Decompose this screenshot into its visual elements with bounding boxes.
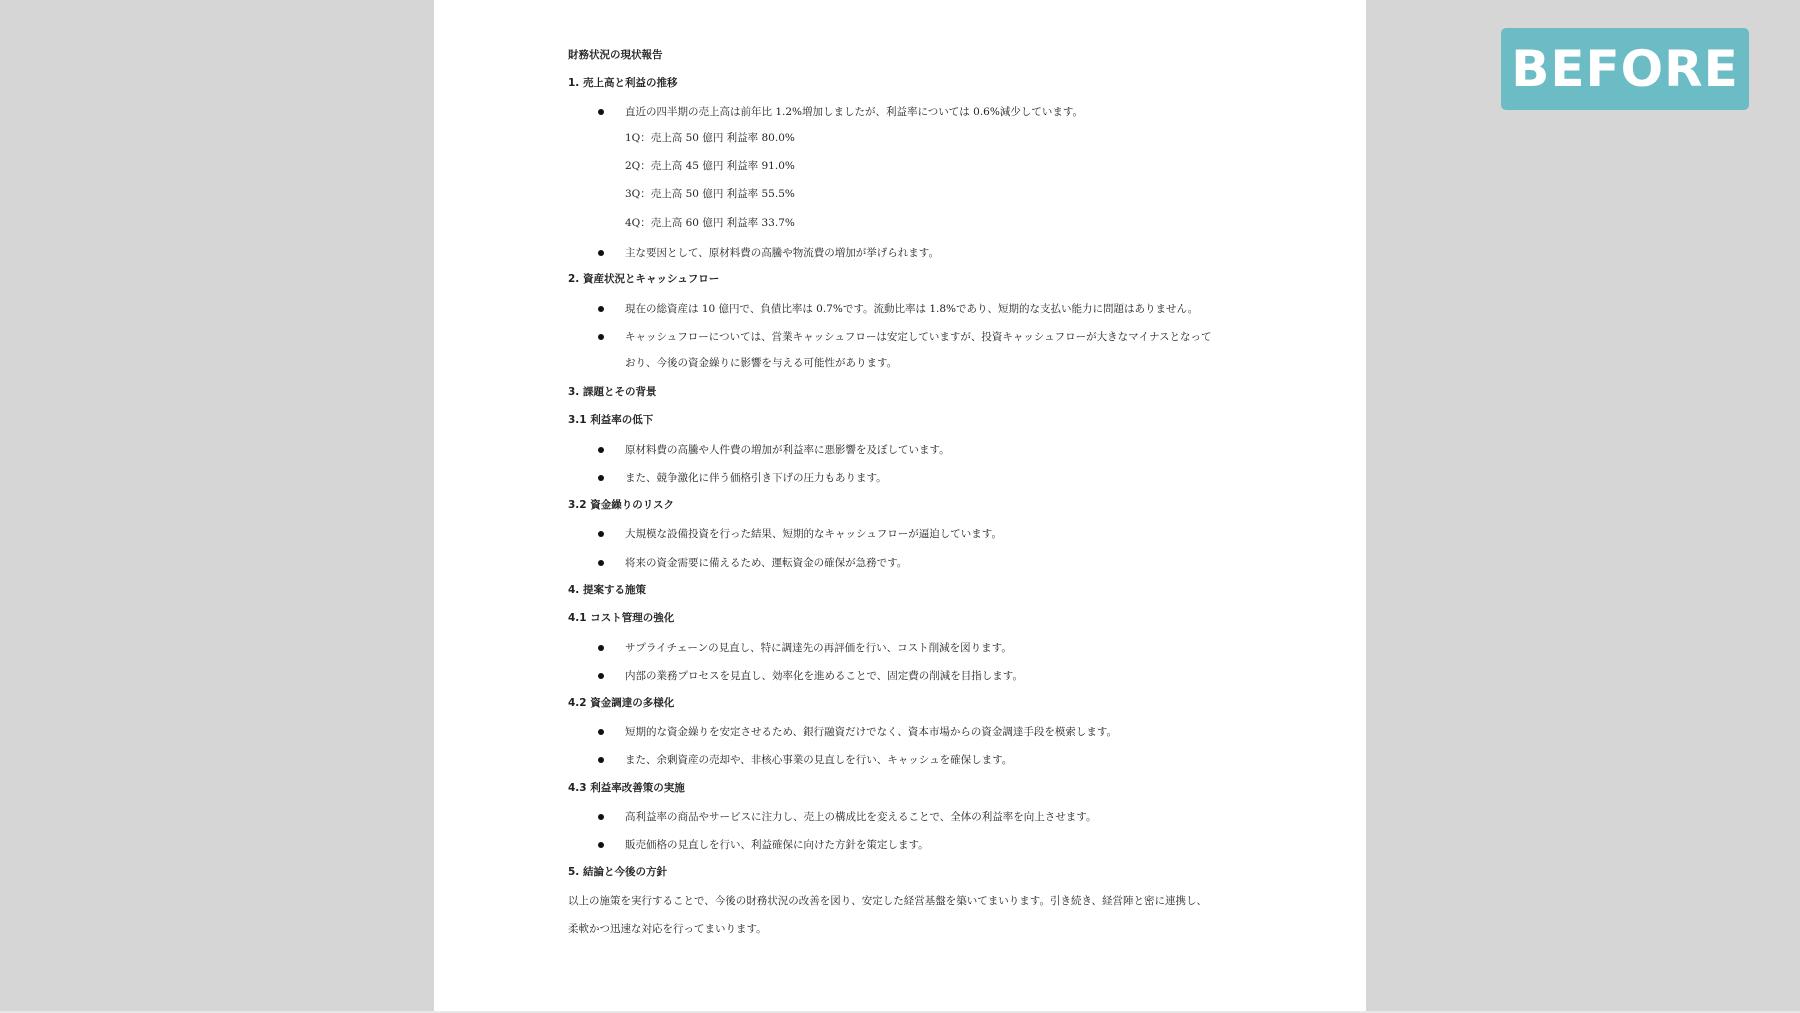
bullet-icon [598, 757, 604, 763]
list-item: 販売価格の見直しを行い、利益確保に向けた方針を策定します。 [625, 839, 929, 851]
bullet-icon [598, 673, 604, 679]
list-item: また、余剰資産の売却や、非核心事業の見直しを行い、キャッシュを確保します。 [625, 754, 1013, 766]
section-heading-1: 1. 売上高と利益の推移 [568, 77, 678, 89]
quarter-line-2q: 2Q：売上高 45 億円 利益率 91.0% [625, 160, 795, 172]
bullet-icon [598, 306, 604, 312]
section-heading-5: 5. 結論と今後の方針 [568, 866, 667, 878]
bullet-icon [598, 475, 604, 481]
section-heading-3: 3. 課題とその背景 [568, 386, 657, 398]
bullet-icon [598, 109, 604, 115]
list-item: サプライチェーンの見直し、特に調達先の再評価を行い、コスト削減を図ります。 [625, 642, 1012, 654]
conclusion-paragraph-line-1: 以上の施策を実行することで、今後の財務状況の改善を図り、安定した経営基盤を築いてまいります。引き続き、経営陣と密に連携し、 [568, 895, 1208, 907]
subsection-heading-4-2: 4.2 資金調達の多様化 [568, 697, 675, 709]
list-item: キャッシュフローについては、営業キャッシュフローは安定していますが、投資キャッシュフローが大きなマイナスとなって [625, 331, 1212, 343]
bullet-icon [598, 531, 604, 537]
list-item: 原材料費の高騰や人件費の増加が利益率に悪影響を及ぼしています。 [625, 444, 950, 456]
list-item: 内部の業務プロセスを見直し、効率化を進めることで、固定費の削減を目指します。 [625, 670, 1023, 682]
subsection-heading-3-1: 3.1 利益率の低下 [568, 414, 654, 426]
list-item-continuation: おり、今後の資金繰りに影響を与える可能性があります。 [625, 357, 898, 369]
bullet-icon [598, 334, 604, 340]
list-item: 現在の総資産は 10 億円で、負債比率は 0.7%です。流動比率は 1.8%であり、短期的な支払い能力に問題はありません。 [625, 303, 1199, 315]
subsection-heading-3-2: 3.2 資金繰りのリスク [568, 499, 675, 511]
section-heading-2: 2. 資産状況とキャッシュフロー [568, 273, 720, 285]
list-item: 高利益率の商品やサービスに注力し、売上の構成比を変えることで、全体の利益率を向上させます。 [625, 811, 1097, 823]
bullet-icon [598, 645, 604, 651]
before-badge: BEFORE [1501, 28, 1749, 110]
quarter-line-3q: 3Q：売上高 50 億円 利益率 55.5% [625, 188, 795, 200]
bullet-icon [598, 814, 604, 820]
list-item: 将来の資金需要に備えるため、運転資金の確保が急務です。 [625, 557, 908, 569]
list-item: 短期的な資金繰りを安定させるため、銀行融資だけでなく、資本市場からの資金調達手段を模索します。 [625, 726, 1118, 738]
quarter-line-4q: 4Q：売上高 60 億円 利益率 33.7% [625, 217, 795, 229]
quarter-line-1q: 1Q：売上高 50 億円 利益率 80.0% [625, 132, 795, 144]
subsection-heading-4-1: 4.1 コスト管理の強化 [568, 612, 675, 624]
list-item: また、競争激化に伴う価格引き下げの圧力もあります。 [625, 472, 887, 484]
section-heading-4: 4. 提案する施策 [568, 584, 646, 596]
bullet-icon [598, 447, 604, 453]
bullet-icon [598, 250, 604, 256]
document-page [434, 0, 1366, 1011]
subsection-heading-4-3: 4.3 利益率改善策の実施 [568, 782, 685, 794]
bullet-icon [598, 842, 604, 848]
bullet-icon [598, 560, 604, 566]
document-title: 財務状況の現状報告 [568, 49, 663, 61]
list-item: 直近の四半期の売上高は前年比 1.2%増加しましたが、利益率については 0.6%減少しています。 [625, 106, 1083, 118]
bullet-icon [598, 729, 604, 735]
list-item: 主な要因として、原材料費の高騰や物流費の増加が挙げられます。 [625, 247, 939, 259]
list-item: 大規模な設備投資を行った結果、短期的なキャッシュフローが逼迫しています。 [625, 528, 1002, 540]
conclusion-paragraph-line-2: 柔軟かつ迅速な対応を行ってまいります。 [568, 923, 767, 935]
